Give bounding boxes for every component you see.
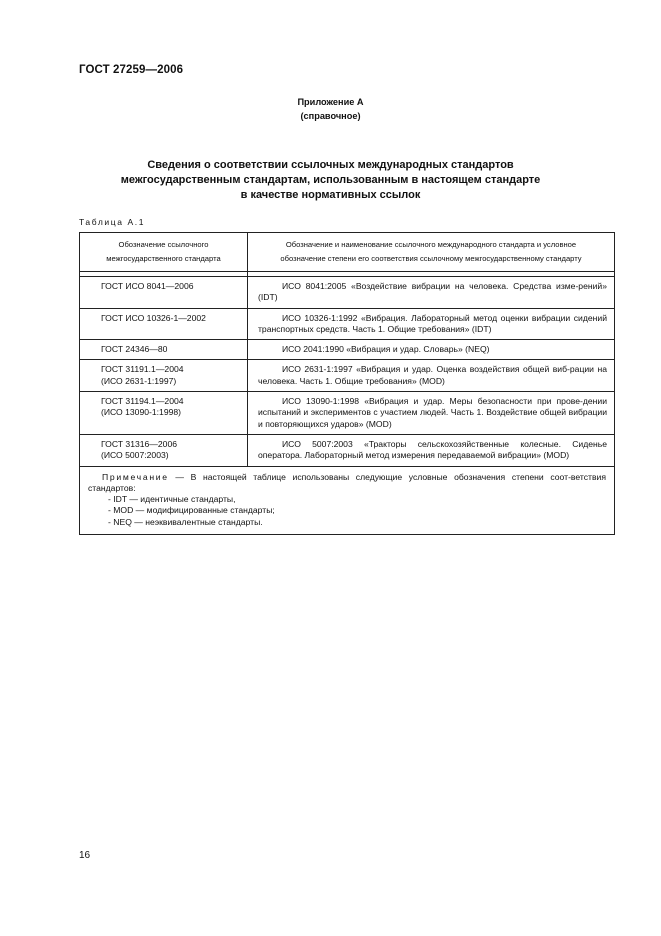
note-intro <box>88 472 606 495</box>
page-number: 16 <box>79 850 91 861</box>
standard-code: ГОСТ 31194.1—2004 <box>101 396 184 407</box>
interstate-standard-cell <box>80 392 248 435</box>
table-note <box>80 466 615 534</box>
section-title-line-3: в качестве нормативных ссылок <box>240 189 421 201</box>
table-row <box>80 360 615 392</box>
note-item: - IDT — идентичные стандарты, <box>108 494 236 505</box>
interstate-standard-cell <box>80 340 248 360</box>
standard-code: ГОСТ 24346—80 <box>101 344 168 355</box>
international-standard-cell: ИСО 2631-1:1997 «Вибрация и удар. Оценка воздействия общей виб-рации на человека. Часть 1. Общие требования» (MOD) <box>248 360 615 392</box>
note-text: — В настоящей таблице использованы следующие условные обозначения степени соот-ветствия стандартов: <box>88 471 606 493</box>
table-row <box>80 340 615 360</box>
header-text: Обозначение ссылочного <box>118 240 209 249</box>
header-text: обозначение степени его соответствия ссылочному межгосударственному стандарту <box>280 254 582 263</box>
interstate-standard-cell <box>80 360 248 392</box>
international-standard-cell: ИСО 5007:2003 «Тракторы сельскохозяйственные колесные. Сиденье оператора. Лабораторный метод измерения передаваемой вибрации» (MOD) <box>248 434 615 466</box>
table-row <box>80 392 615 435</box>
interstate-standard-cell <box>80 308 248 340</box>
document-id: ГОСТ 27259—2006 <box>79 64 184 76</box>
standard-code-equivalent: (ИСО 13090-1:1998) <box>101 407 182 418</box>
note-item: - MOD — модифицированные стандарты; <box>108 505 275 516</box>
international-standard-cell: ИСО 2041:1990 «Вибрация и удар. Словарь» (NEQ) <box>248 340 615 360</box>
section-title-line-1: Сведения о соответствии ссылочных международных стандартов <box>147 159 514 171</box>
standard-code-equivalent: (ИСО 5007:2003) <box>101 450 169 461</box>
interstate-standard-cell <box>80 434 248 466</box>
header-text: Обозначение и наименование ссылочного международного стандарта и условное <box>285 240 577 249</box>
column-header-interstate-standard <box>80 233 248 272</box>
interstate-standard-cell <box>80 277 248 309</box>
table-row <box>80 308 615 340</box>
appendix-subtitle: (справочное) <box>300 111 361 121</box>
international-standard-cell: ИСО 8041:2005 «Воздействие вибрации на человека. Средства изме-рений» (IDT) <box>248 277 615 309</box>
table-note-row <box>80 466 615 534</box>
note-item: - NEQ — неэквивалентные стандарты. <box>108 516 263 527</box>
standard-code: ГОСТ 31316—2006 <box>101 438 178 449</box>
table-row <box>80 277 615 309</box>
column-header-international-standard <box>248 233 615 272</box>
standard-code-equivalent: (ИСО 2631-1:1997) <box>101 375 177 386</box>
header-text: межгосударственного стандарта <box>106 254 221 263</box>
table-header-row <box>80 233 615 272</box>
standard-code: ГОСТ ИСО 10326-1—2002 <box>101 312 206 323</box>
appendix-title: Приложение А <box>297 97 364 107</box>
table-caption: Таблица А.1 <box>79 217 146 227</box>
section-title-line-2: межгосударственным стандартам, использованным в настоящем стандарте <box>120 174 541 186</box>
international-standard-cell: ИСО 10326-1:1992 «Вибрация. Лабораторный метод оценки вибрации сидений транспортных средств. Часть 1. Общие требования» (IDT) <box>248 308 615 340</box>
international-standard-cell: ИСО 13090-1:1998 «Вибрация и удар. Меры безопасности при прове-дении испытаний и экспериментов с участием людей. Часть 1. Воздействие общей вибрации и повторяющихся ударов» (MOD) <box>248 392 615 435</box>
standard-code: ГОСТ ИСО 8041—2006 <box>101 281 194 291</box>
note-label: Примечание <box>102 471 169 482</box>
table-row <box>80 434 615 466</box>
standard-code: ГОСТ 31191.1—2004 <box>101 364 184 375</box>
standards-correspondence-table <box>79 232 615 535</box>
